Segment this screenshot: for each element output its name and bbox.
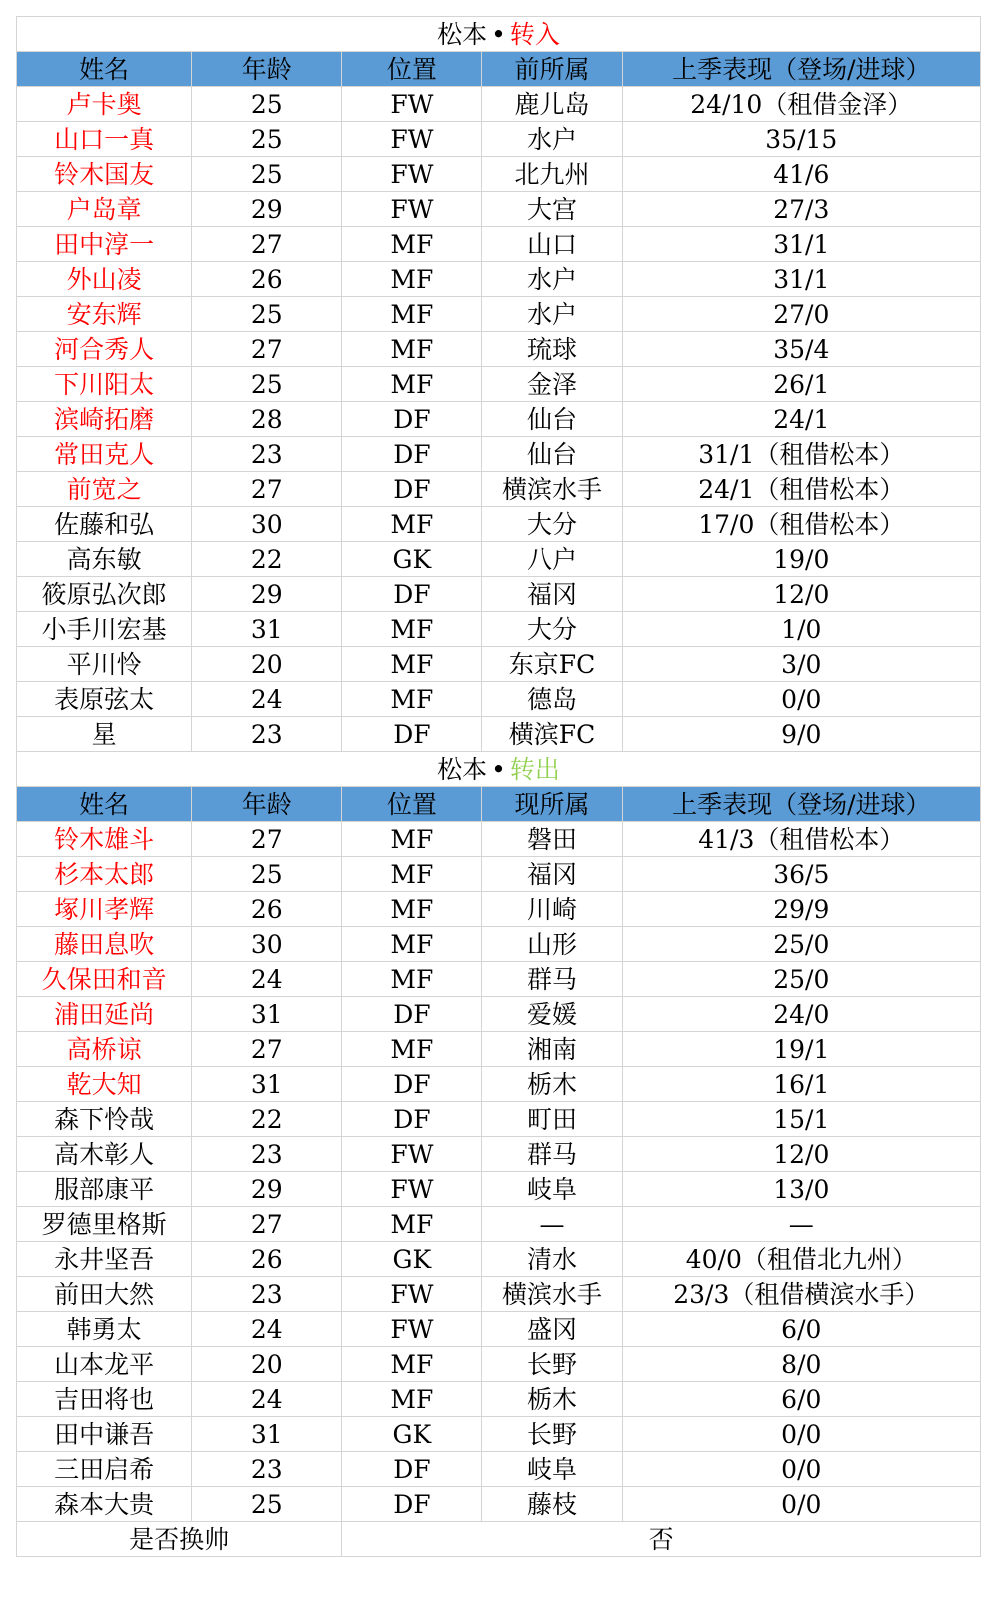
club-cell: — [482,1207,622,1242]
table-row [17,717,981,752]
table-row [17,157,981,192]
age-cell: 25 [192,1487,342,1522]
table-row [17,542,981,577]
performance-cell: 40/0（租借北九州） [622,1242,980,1277]
player-name-cell: 外山凌 [17,262,192,297]
position-cell: DF [342,1487,482,1522]
position-cell: FW [342,1277,482,1312]
column-header: 位置 [342,787,482,822]
player-name-cell: 筱原弘次郎 [17,577,192,612]
age-cell: 23 [192,717,342,752]
position-cell: MF [342,1207,482,1242]
player-name-cell: 藤田息吹 [17,927,192,962]
age-cell: 23 [192,1277,342,1312]
table-row [17,507,981,542]
table-row [17,1137,981,1172]
club-cell: 岐阜 [482,1172,622,1207]
club-cell: 栃木 [482,1067,622,1102]
performance-cell: 41/6 [622,157,980,192]
column-header: 姓名 [17,52,192,87]
performance-cell: 13/0 [622,1172,980,1207]
position-cell: MF [342,262,482,297]
club-cell: 北九州 [482,157,622,192]
player-name-cell: 森本大贵 [17,1487,192,1522]
age-cell: 27 [192,332,342,367]
performance-cell: 6/0 [622,1382,980,1417]
position-cell: DF [342,402,482,437]
age-cell: 31 [192,612,342,647]
table-row [17,122,981,157]
club-cell: 长野 [482,1417,622,1452]
club-cell: 清水 [482,1242,622,1277]
player-name-cell: 高东敏 [17,542,192,577]
transfer-table-body [17,17,981,1557]
player-name-cell: 永井坚吾 [17,1242,192,1277]
player-name-cell: 高木彰人 [17,1137,192,1172]
position-cell: MF [342,682,482,717]
player-name-cell: 滨崎拓磨 [17,402,192,437]
table-row [17,262,981,297]
player-name-cell: 浦田延尚 [17,997,192,1032]
club-cell: 大分 [482,507,622,542]
player-name-cell: 下川阳太 [17,367,192,402]
age-cell: 24 [192,1382,342,1417]
age-cell: 25 [192,297,342,332]
club-cell: 福冈 [482,577,622,612]
performance-cell: 19/0 [622,542,980,577]
position-cell: FW [342,122,482,157]
column-header: 位置 [342,52,482,87]
team-name: 松本 [437,19,488,49]
table-row [17,962,981,997]
age-cell: 20 [192,647,342,682]
age-cell: 25 [192,122,342,157]
position-cell: GK [342,542,482,577]
performance-cell: 35/4 [622,332,980,367]
club-cell: 山形 [482,927,622,962]
club-cell: 栃木 [482,1382,622,1417]
column-header: 姓名 [17,787,192,822]
performance-cell: 6/0 [622,1312,980,1347]
club-cell: 鹿儿岛 [482,87,622,122]
club-cell: 藤枝 [482,1487,622,1522]
table-row [17,192,981,227]
performance-cell: — [622,1207,980,1242]
section-title-cell [17,752,981,787]
performance-cell: 27/3 [622,192,980,227]
coach-change-label: 是否换帅 [17,1522,342,1557]
age-cell: 27 [192,1207,342,1242]
column-header: 年龄 [192,52,342,87]
club-cell: 水户 [482,262,622,297]
table-row [17,892,981,927]
player-name-cell: 前田大然 [17,1277,192,1312]
section-title-in [17,17,981,52]
age-cell: 27 [192,822,342,857]
column-header: 上季表现（登场/进球） [622,787,980,822]
player-name-cell: 田中淳一 [17,227,192,262]
table-row [17,682,981,717]
club-cell: 群马 [482,962,622,997]
position-cell: DF [342,1452,482,1487]
column-header: 年龄 [192,787,342,822]
table-row [17,297,981,332]
age-cell: 29 [192,1172,342,1207]
player-name-cell: 久保田和音 [17,962,192,997]
age-cell: 27 [192,1032,342,1067]
table-row [17,1102,981,1137]
section-title-cell [17,17,981,52]
player-name-cell: 三田启希 [17,1452,192,1487]
player-name-cell: 平川怜 [17,647,192,682]
club-cell: 仙台 [482,402,622,437]
age-cell: 22 [192,542,342,577]
age-cell: 25 [192,367,342,402]
player-name-cell: 铃木雄斗 [17,822,192,857]
performance-cell: 3/0 [622,647,980,682]
table-row [17,1347,981,1382]
performance-cell: 24/1 [622,402,980,437]
player-name-cell: 高桥谅 [17,1032,192,1067]
title-separator: • [491,754,506,784]
age-cell: 24 [192,962,342,997]
club-cell: 群马 [482,1137,622,1172]
club-cell: 横滨水手 [482,472,622,507]
player-name-cell: 乾大知 [17,1067,192,1102]
age-cell: 29 [192,192,342,227]
position-cell: MF [342,297,482,332]
club-cell: 山口 [482,227,622,262]
performance-cell: 17/0（租借松本） [622,507,980,542]
table-row [17,332,981,367]
player-name-cell: 卢卡奥 [17,87,192,122]
club-cell: 水户 [482,297,622,332]
table-row [17,1207,981,1242]
club-cell: 水户 [482,122,622,157]
performance-cell: 36/5 [622,857,980,892]
performance-cell: 23/3（租借横滨水手） [622,1277,980,1312]
table-row [17,367,981,402]
position-cell: FW [342,87,482,122]
position-cell: DF [342,1067,482,1102]
player-name-cell: 田中谦吾 [17,1417,192,1452]
player-name-cell: 塚川孝辉 [17,892,192,927]
age-cell: 30 [192,507,342,542]
performance-cell: 0/0 [622,682,980,717]
position-cell: DF [342,437,482,472]
age-cell: 27 [192,472,342,507]
table-row [17,577,981,612]
position-cell: GK [342,1242,482,1277]
position-cell: FW [342,1172,482,1207]
age-cell: 29 [192,577,342,612]
coach-change-row [17,1522,981,1557]
club-cell: 八户 [482,542,622,577]
performance-cell: 0/0 [622,1417,980,1452]
player-name-cell: 铃木国友 [17,157,192,192]
age-cell: 25 [192,87,342,122]
performance-cell: 26/1 [622,367,980,402]
club-cell: 长野 [482,1347,622,1382]
section-title-out [17,752,981,787]
performance-cell: 24/10（租借金泽） [622,87,980,122]
position-cell: DF [342,997,482,1032]
performance-cell: 41/3（租借松本） [622,822,980,857]
column-header: 上季表现（登场/进球） [622,52,980,87]
club-cell: 德岛 [482,682,622,717]
table-row [17,472,981,507]
position-cell: MF [342,507,482,542]
column-header: 前所属 [482,52,622,87]
position-cell: MF [342,612,482,647]
performance-cell: 15/1 [622,1102,980,1137]
position-cell: MF [342,647,482,682]
performance-cell: 19/1 [622,1032,980,1067]
coach-change-value: 否 [342,1522,981,1557]
position-cell: MF [342,332,482,367]
position-cell: DF [342,717,482,752]
club-cell: 川崎 [482,892,622,927]
age-cell: 31 [192,997,342,1032]
transfer-sheet [16,16,981,1557]
position-cell: FW [342,192,482,227]
performance-cell: 0/0 [622,1487,980,1522]
player-name-cell: 罗德里格斯 [17,1207,192,1242]
table-row [17,1382,981,1417]
age-cell: 30 [192,927,342,962]
performance-cell: 24/1（租借松本） [622,472,980,507]
table-row [17,1312,981,1347]
section-label-out: 转出 [509,754,560,784]
header-row-out [17,787,981,822]
position-cell: MF [342,962,482,997]
table-row [17,1417,981,1452]
table-row [17,437,981,472]
position-cell: MF [342,1347,482,1382]
table-row [17,1067,981,1102]
position-cell: DF [342,1102,482,1137]
club-cell: 大分 [482,612,622,647]
performance-cell: 29/9 [622,892,980,927]
player-name-cell: 小手川宏基 [17,612,192,647]
club-cell: 横滨FC [482,717,622,752]
age-cell: 23 [192,1137,342,1172]
age-cell: 31 [192,1417,342,1452]
table-row [17,997,981,1032]
player-name-cell: 佐藤和弘 [17,507,192,542]
club-cell: 琉球 [482,332,622,367]
position-cell: MF [342,1032,482,1067]
performance-cell: 31/1 [622,227,980,262]
club-cell: 仙台 [482,437,622,472]
performance-cell: 9/0 [622,717,980,752]
age-cell: 24 [192,1312,342,1347]
performance-cell: 0/0 [622,1452,980,1487]
club-cell: 东京FC [482,647,622,682]
table-row [17,402,981,437]
table-row [17,87,981,122]
performance-cell: 31/1 [622,262,980,297]
age-cell: 26 [192,1242,342,1277]
table-row [17,227,981,262]
player-name-cell: 服部康平 [17,1172,192,1207]
table-row [17,1487,981,1522]
age-cell: 22 [192,1102,342,1137]
player-name-cell: 韩勇太 [17,1312,192,1347]
age-cell: 25 [192,857,342,892]
table-row [17,927,981,962]
performance-cell: 31/1（租借松本） [622,437,980,472]
age-cell: 31 [192,1067,342,1102]
table-row [17,1172,981,1207]
performance-cell: 25/0 [622,927,980,962]
position-cell: MF [342,822,482,857]
table-row [17,1242,981,1277]
performance-cell: 12/0 [622,1137,980,1172]
position-cell: FW [342,1312,482,1347]
age-cell: 26 [192,892,342,927]
position-cell: MF [342,1382,482,1417]
position-cell: DF [342,472,482,507]
position-cell: MF [342,892,482,927]
club-cell: 町田 [482,1102,622,1137]
header-row-in [17,52,981,87]
age-cell: 25 [192,157,342,192]
club-cell: 盛冈 [482,1312,622,1347]
performance-cell: 27/0 [622,297,980,332]
age-cell: 23 [192,437,342,472]
player-name-cell: 星 [17,717,192,752]
performance-cell: 12/0 [622,577,980,612]
player-name-cell: 表原弦太 [17,682,192,717]
column-header: 现所属 [482,787,622,822]
transfer-table [16,16,981,1557]
table-row [17,612,981,647]
club-cell: 爱媛 [482,997,622,1032]
player-name-cell: 户岛章 [17,192,192,227]
position-cell: MF [342,857,482,892]
age-cell: 28 [192,402,342,437]
team-name: 松本 [437,754,488,784]
position-cell: MF [342,927,482,962]
position-cell: MF [342,367,482,402]
player-name-cell: 河合秀人 [17,332,192,367]
position-cell: DF [342,577,482,612]
position-cell: FW [342,157,482,192]
club-cell: 金泽 [482,367,622,402]
table-row [17,647,981,682]
player-name-cell: 安东辉 [17,297,192,332]
player-name-cell: 吉田将也 [17,1382,192,1417]
player-name-cell: 山本龙平 [17,1347,192,1382]
title-separator: • [491,19,506,49]
position-cell: MF [342,227,482,262]
performance-cell: 24/0 [622,997,980,1032]
table-row [17,857,981,892]
performance-cell: 8/0 [622,1347,980,1382]
club-cell: 岐阜 [482,1452,622,1487]
performance-cell: 35/15 [622,122,980,157]
club-cell: 横滨水手 [482,1277,622,1312]
table-row [17,1452,981,1487]
player-name-cell: 杉本太郎 [17,857,192,892]
club-cell: 磐田 [482,822,622,857]
table-row [17,822,981,857]
position-cell: GK [342,1417,482,1452]
age-cell: 23 [192,1452,342,1487]
table-row [17,1032,981,1067]
club-cell: 福冈 [482,857,622,892]
table-row [17,1277,981,1312]
position-cell: FW [342,1137,482,1172]
player-name-cell: 前宽之 [17,472,192,507]
performance-cell: 1/0 [622,612,980,647]
player-name-cell: 常田克人 [17,437,192,472]
age-cell: 24 [192,682,342,717]
age-cell: 20 [192,1347,342,1382]
club-cell: 大宫 [482,192,622,227]
age-cell: 26 [192,262,342,297]
club-cell: 湘南 [482,1032,622,1067]
performance-cell: 16/1 [622,1067,980,1102]
player-name-cell: 森下怜哉 [17,1102,192,1137]
performance-cell: 25/0 [622,962,980,997]
player-name-cell: 山口一真 [17,122,192,157]
age-cell: 27 [192,227,342,262]
section-label-in: 转入 [509,19,560,49]
